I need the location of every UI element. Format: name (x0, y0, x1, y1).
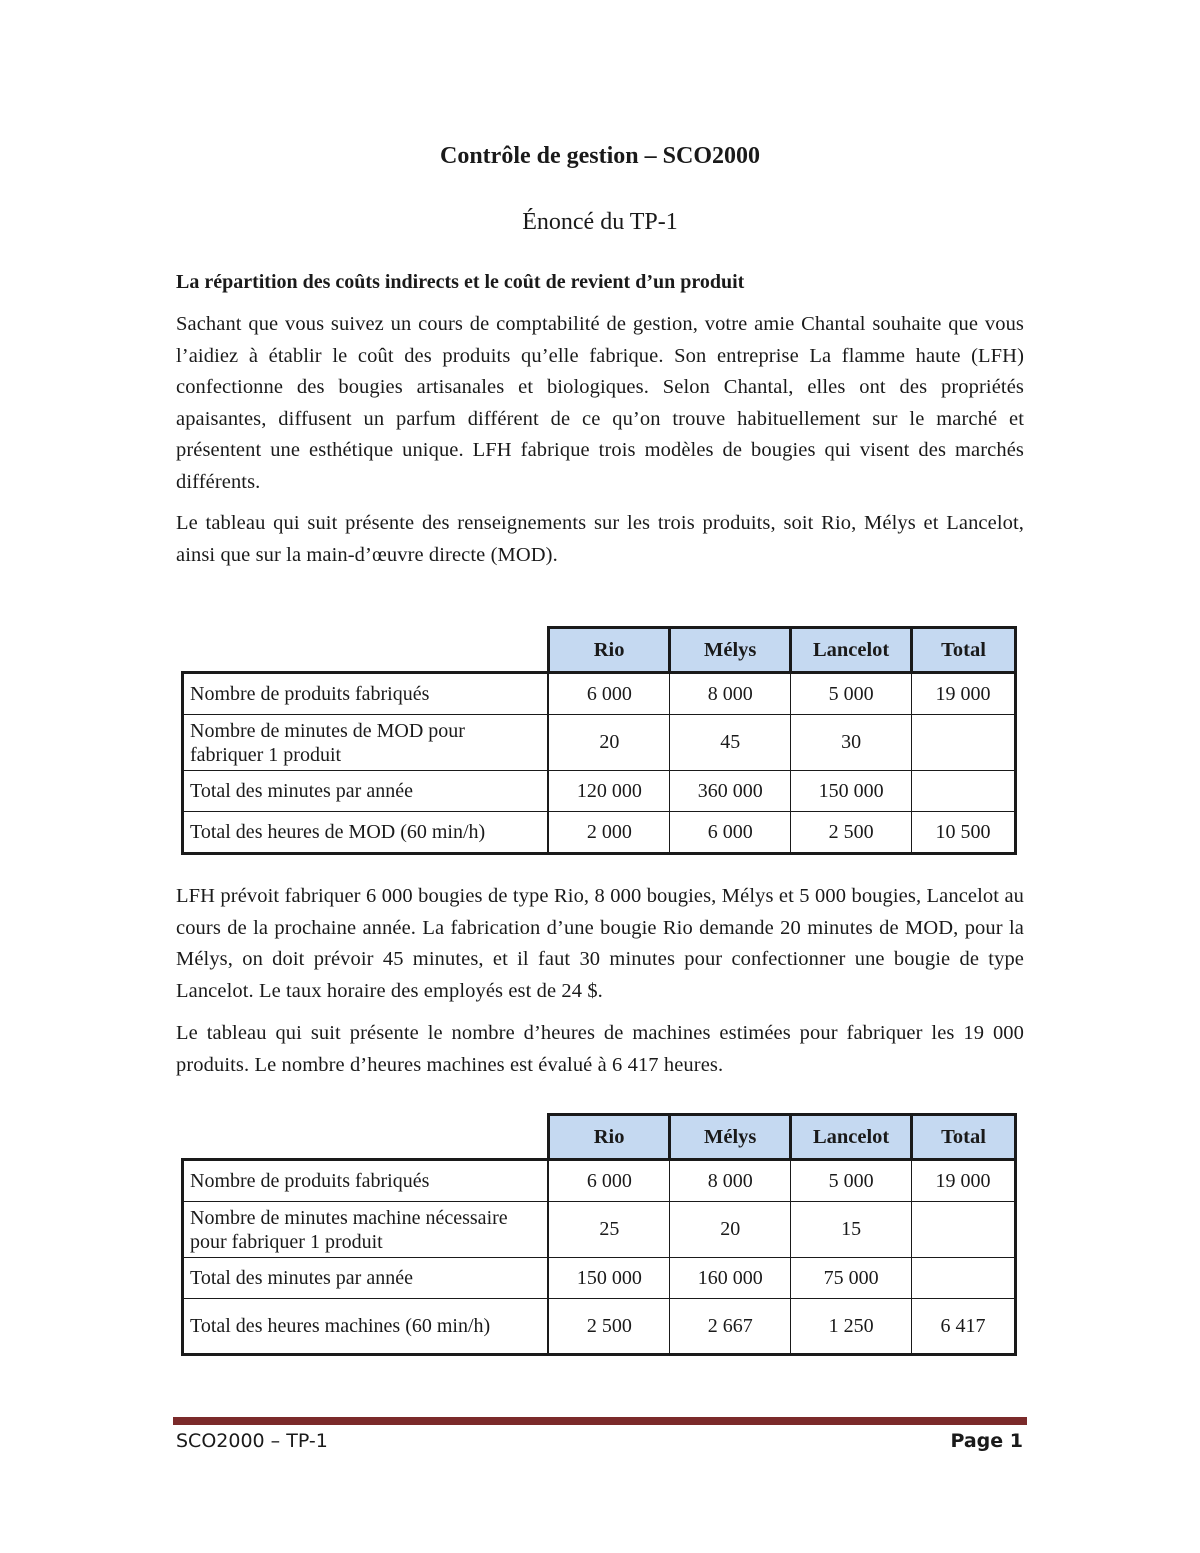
production-paragraph: LFH prévoit fabriquer 6 000 bougies de type Rio, 8 000 bougies, Mélys et 5 000 bougies, Lancelot au cours de la prochaine année. La fabrication d’une bougie Rio demande 20 minutes de MOD, pour la Mélys, on doit prévoir 45 minutes, et il faut 30 minutes pour confectionner une bougie de type Lancelot. Le taux horaire des employés est de 24 $. (176, 885, 1024, 1002)
mod-table-corner (183, 628, 549, 673)
cell-melys: 360 000 (670, 771, 791, 812)
row-label: Nombre de minutes machine nécessaire pour fabriquer 1 produit (183, 1202, 549, 1258)
cell-rio: 20 (548, 715, 669, 771)
cell-lancelot: 30 (791, 715, 912, 771)
mod-table-header-total: Total (912, 628, 1016, 673)
mod-table-header-rio: Rio (548, 628, 669, 673)
cell-total: 6 417 (912, 1299, 1016, 1355)
mod-table (181, 626, 1017, 855)
cell-rio: 150 000 (548, 1258, 669, 1299)
machine-table-header-lancelot: Lancelot (791, 1115, 912, 1160)
machine-hours-table (181, 1113, 1017, 1356)
row-label: Total des heures machines (60 min/h) (183, 1299, 549, 1355)
document-title: Contrôle de gestion – SCO2000 (440, 143, 760, 169)
row-label: Nombre de minutes de MOD pour fabriquer 1 produit (183, 715, 549, 771)
machine-table-corner (183, 1115, 549, 1160)
row-label: Total des minutes par année (183, 771, 549, 812)
cell-melys: 8 000 (670, 1160, 791, 1202)
footer-course-label: SCO2000 – TP-1 (176, 1430, 328, 1452)
mod-table-header-lancelot: Lancelot (791, 628, 912, 673)
cell-total: 10 500 (912, 812, 1016, 854)
cell-total (912, 1258, 1016, 1299)
cell-total (912, 715, 1016, 771)
cell-melys: 8 000 (670, 673, 791, 715)
cell-lancelot: 2 500 (791, 812, 912, 854)
row-label: Nombre de produits fabriqués (183, 1160, 549, 1202)
row-label: Nombre de produits fabriqués (183, 673, 549, 715)
cell-melys: 2 667 (670, 1299, 791, 1355)
cell-lancelot: 75 000 (791, 1258, 912, 1299)
cell-rio: 6 000 (548, 1160, 669, 1202)
table-row (183, 812, 1016, 854)
mod-table-header-melys: Mélys (670, 628, 791, 673)
cell-melys: 20 (670, 1202, 791, 1258)
table-row (183, 771, 1016, 812)
table-row (183, 1258, 1016, 1299)
table-row (183, 673, 1016, 715)
cell-rio: 6 000 (548, 673, 669, 715)
cell-rio: 25 (548, 1202, 669, 1258)
cell-total: 19 000 (912, 673, 1016, 715)
table2-intro-paragraph: Le tableau qui suit présente le nombre d’heures de machines estimées pour fabriquer les 19 000 produits. Le nombre d’heures machines est évalué à 6 417 heures. (176, 1022, 1024, 1076)
document-subtitle: Énoncé du TP-1 (522, 209, 678, 235)
cell-total (912, 1202, 1016, 1258)
cell-rio: 2 000 (548, 812, 669, 854)
intro-paragraph: Sachant que vous suivez un cours de comptabilité de gestion, votre amie Chantal souhaite que vous l’aidiez à établir le coût des produits qu’elle fabrique. Son entreprise La flamme haute (LFH) confectionne des bougies artisanales et biologiques. Selon Chantal, elles ont des propriétés apaisantes, diffusent un parfum différent de ce qu’on trouve habituellement sur le marché et présentent une esthétique unique. LFH fabrique trois modèles de bougies qui visent des marchés différents. (176, 313, 1024, 493)
cell-lancelot: 5 000 (791, 673, 912, 715)
table1-intro-paragraph: Le tableau qui suit présente des renseignements sur les trois produits, soit Rio, Mélys et Lancelot, ainsi que sur la main-d’œuvre directe (MOD). (176, 512, 1024, 566)
cell-lancelot: 5 000 (791, 1160, 912, 1202)
cell-rio: 2 500 (548, 1299, 669, 1355)
cell-total: 19 000 (912, 1160, 1016, 1202)
cell-melys: 160 000 (670, 1258, 791, 1299)
cell-melys: 45 (670, 715, 791, 771)
row-label: Total des minutes par année (183, 1258, 549, 1299)
cell-lancelot: 15 (791, 1202, 912, 1258)
table-row (183, 715, 1016, 771)
table-row (183, 1202, 1016, 1258)
row-label: Total des heures de MOD (60 min/h) (183, 812, 549, 854)
footer-page-number: Page 1 (950, 1430, 1023, 1452)
cell-melys: 6 000 (670, 812, 791, 854)
table-row (183, 1299, 1016, 1355)
cell-lancelot: 1 250 (791, 1299, 912, 1355)
machine-table-header-rio: Rio (548, 1115, 669, 1160)
machine-table-header-melys: Mélys (670, 1115, 791, 1160)
section-heading: La répartition des coûts indirects et le coût de revient d’un produit (176, 271, 745, 293)
cell-rio: 120 000 (548, 771, 669, 812)
cell-total (912, 771, 1016, 812)
cell-lancelot: 150 000 (791, 771, 912, 812)
machine-table-header-total: Total (912, 1115, 1016, 1160)
footer-rule (173, 1417, 1027, 1425)
table-row (183, 1160, 1016, 1202)
